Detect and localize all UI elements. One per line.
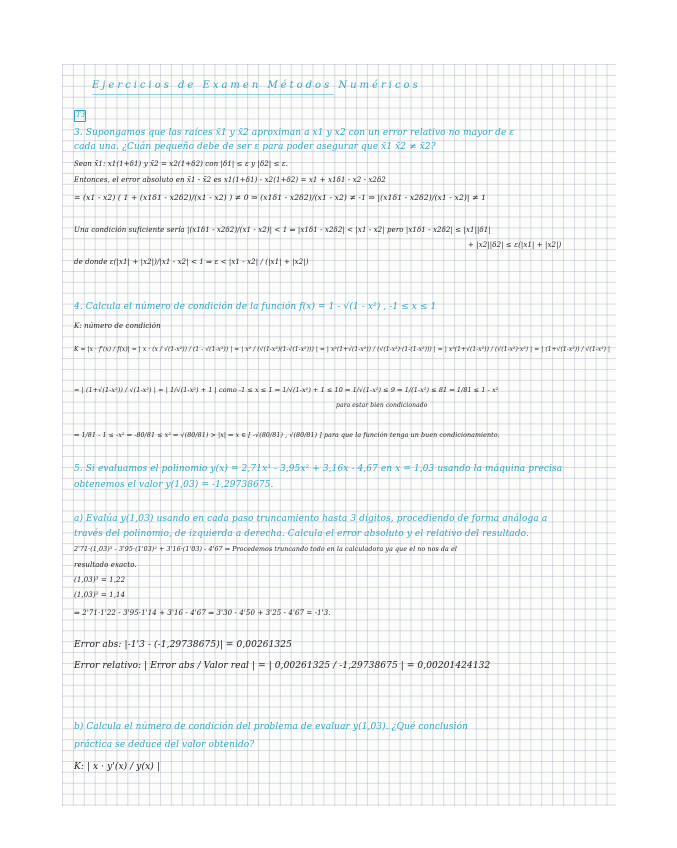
problem-3-statement-line-1: 3. Supongamos que las raíces x̃1 y x̃2 aproximan a x1 y x2 con un error relativo no mayor de ε bbox=[74, 128, 515, 138]
problem-5-calc-line-1: 2'71·(1,03)³ - 3'95·(1'03)² + 3'16·(1'03) - 4'67 ⇒ Procedemos truncando todo en la calculadora ya que el no nos da el bbox=[74, 546, 457, 553]
problem-5-part-b-line-2: práctica se deduce del valor obtenido? bbox=[74, 740, 255, 750]
problem-5-part-a-line-1: a) Evalúa y(1,03) usando en cada paso truncamiento hasta 3 dígitos, procediendo de forma análoga a bbox=[74, 514, 548, 524]
problem-3-line-3: = (x1 - x2) ( 1 + (x1δ1 - x2δ2)/(x1 - x2) ) ≠ 0 ⇒ (x1δ1 - x2δ2)/(x1 - x2) ≠ -1 ⇒ |(x1δ1 - x2δ2)/(x1 - x2)| ≠ 1 bbox=[74, 193, 487, 202]
page-margin-right bbox=[616, 0, 677, 848]
problem-4-line-2: = | (1+√(1-x²)) / √(1-x²) | = | 1/√(1-x²) + 1 | como -1 ≤ x ≤ 1 ⇒ 1/√(1-x²) + 1 ≤ 10 ⇒ 1/√(1-x²) ≤ 9 ⇒ 1/(1-x²) ≤ 81 ⇒ 1/81 ≤ 1 - x² bbox=[74, 386, 499, 394]
page-margin-bottom bbox=[0, 806, 677, 848]
problem-3-line-4: Una condición suficiente sería |(x1δ1 - x2δ2)/(x1 - x2)| < 1 ⇒ |x1δ1 - x2δ2| < |x1 - x2| pero |x1δ1 - x2δ2| ≤ |x1||δ1| bbox=[74, 226, 491, 234]
title-underline bbox=[92, 94, 334, 95]
problem-5-absolute-error: Error abs: |-1'3 - (-1,29738675)| = 0,00261325 bbox=[74, 640, 292, 650]
section-tag: T3 bbox=[76, 111, 86, 119]
problem-5-relative-error: Error relativo: | Error abs / Valor real | = | 0,00261325 / -1,29738675 | = 0,00201424132 bbox=[74, 661, 491, 671]
problem-5-statement-line-2: obtenemos el valor y(1,03) = -1,29738675. bbox=[74, 480, 274, 490]
problem-3-line-5: de donde ε(|x1| + |x2|)/|x1 - x2| < 1 ⇒ ε < |x1 - x2| / (|x1| + |x2|) bbox=[74, 258, 309, 266]
problem-5-statement-line-1: 5. Si evaluamos el polinomio y(x) = 2,71x³ - 3,95x² + 3,16x - 4,67 en x = 1,03 usando la máquina precisa bbox=[74, 464, 563, 474]
problem-3-line-1: Sean x̃1: x1(1+δ1) y x̃2 = x2(1+δ2) con |δ1| ≤ ε y |δ2| ≤ ε. bbox=[74, 160, 289, 168]
problem-4-line-3: ⇒ 1/81 - 1 ≤ -x² ⇒ -80/81 ≤ x² ⇒ √(80/81) > |x| ⇒ x ∈ [ -√(80/81) , √(80/81) ] para que la función tenga un buen condicionamiento. bbox=[74, 432, 500, 439]
page-title: Ejercicios de Examen Métodos Numéricos bbox=[92, 80, 421, 91]
problem-4-line-2-note: para estar bien condicionado bbox=[336, 402, 428, 409]
problem-5-part-b-line-1: b) Calcula el número de condición del problema de evaluar y(1,03). ¿Qué conclusión bbox=[74, 722, 469, 732]
problem-5-calc-line-2: resultado exacto. bbox=[74, 561, 137, 569]
problem-5-part-a-line-2: través del polinomio, de izquierda a derecha. Calcula el error absoluto y el relativo del resultado. bbox=[74, 529, 529, 539]
page-margin-left bbox=[0, 0, 62, 848]
problem-5-calc-line-5: ⇒ 2'71·1'22 - 3'95·1'14 + 3'16 - 4'67 ⇒ 3'30 - 4'50 + 3'25 - 4'67 = -1'3. bbox=[74, 609, 331, 617]
problem-4-line-1: K = |x · f'(x) / f(x)| = | x · (x / √(1-x²)) / (1 - √(1-x²)) | = | x² / (√(1-x²)(1-√(1-x²))) | = | x²(1+√(1-x²)) / (√(1-x²)·(1-(1-x²))) | = | x²(1+√(1-x²)) / (√(1-x²)·x²) | = | (1+√(1-x²)) / √(1-x²) | bbox=[74, 346, 611, 353]
page-margin-top bbox=[0, 0, 677, 64]
problem-4-k-label: K: número de condición bbox=[74, 322, 161, 330]
problem-4-statement: 4. Calcula el número de condición de la función f(x) = 1 - √(1 - x²) , -1 ≤ x ≤ 1 bbox=[74, 302, 437, 312]
problem-3-statement-line-2: cada una. ¿Cuán pequeño debe de ser ε para poder asegurar que x̃1 x̃2 ≠ x̃2? bbox=[74, 142, 436, 152]
problem-3-line-4b: + |x2||δ2| ≤ ε(|x1| + |x2|) bbox=[468, 241, 562, 249]
problem-5-calc-line-3: (1,03)³ = 1,22 bbox=[74, 576, 126, 584]
problem-5-calc-line-4: (1,03)² = 1,14 bbox=[74, 591, 126, 599]
problem-3-line-2: Entonces, el error absoluto en x̃1 - x̃2 es x1(1+δ1) - x2(1+δ2) = x1 + x1δ1 - x2 - x2δ2 bbox=[74, 176, 386, 184]
problem-5-k-formula: K: | x · y'(x) / y(x) | bbox=[74, 762, 160, 772]
